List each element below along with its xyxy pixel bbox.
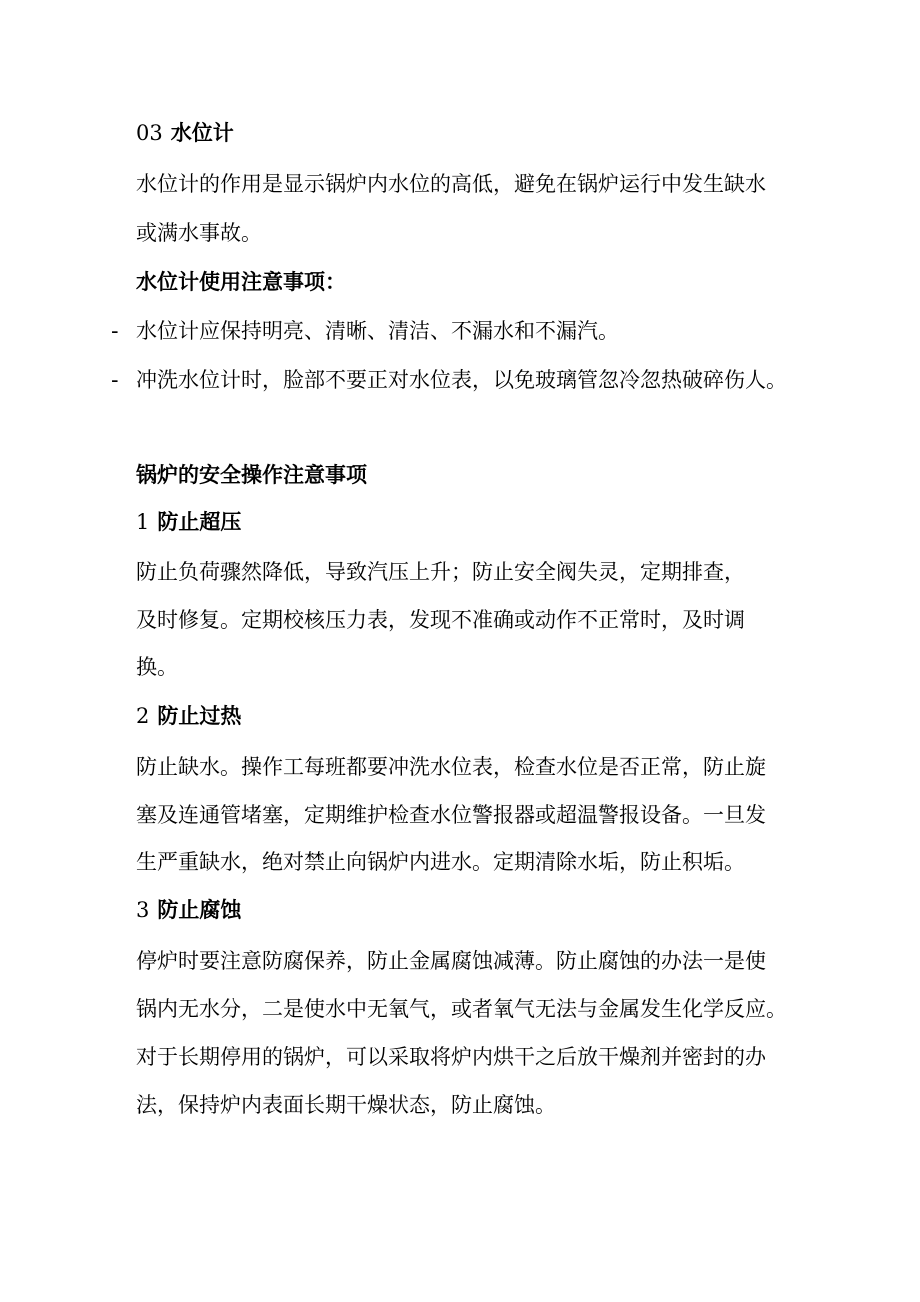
item-title: 防止过热 <box>157 704 242 728</box>
item-number: 2 <box>136 704 150 728</box>
paragraph-line: 及时修复。定期校核压力表，发现不准确或动作不正常时，及时调 <box>136 608 745 632</box>
bullet-text: 水位计应保持明亮、清晰、清洁、不漏水和不漏汽。 <box>136 319 619 343</box>
item-heading-overheat <box>136 701 241 731</box>
paragraph-line: 换。 <box>136 655 178 679</box>
paragraph-line: 锅内无水分，二是使水中无氧气，或者氧气无法与金属发生化学反应。 <box>136 997 787 1021</box>
paragraph-line: 水位计的作用是显示锅炉内水位的高低，避免在锅炉运行中发生缺水 <box>136 172 766 196</box>
section-heading-safety: 锅炉的安全操作注意事项 <box>136 463 367 487</box>
item-heading-corrosion <box>136 895 241 925</box>
paragraph-line: 塞及连通管堵塞，定期维护检查水位警报器或超温警报设备。一旦发 <box>136 803 766 827</box>
paragraph-line: 法，保持炉内表面长期干燥状态，防止腐蚀。 <box>136 1093 556 1117</box>
paragraph-line: 对于长期停用的锅炉，可以采取将炉内烘干之后放干燥剂并密封的办 <box>136 1045 766 1069</box>
paragraph-line: 防止缺水。操作工每班都要冲洗水位表，检查水位是否正常，防止旋 <box>136 755 766 779</box>
paragraph-line: 或满水事故。 <box>136 221 262 245</box>
section-heading-water-gauge <box>136 118 234 148</box>
notes-heading: 水位计使用注意事项： <box>136 270 346 294</box>
item-number: 3 <box>136 898 150 922</box>
item-title: 防止腐蚀 <box>157 898 242 922</box>
section-title: 水位计 <box>170 121 234 145</box>
item-title: 防止超压 <box>157 510 242 534</box>
paragraph-line: 防止负荷骤然降低，导致汽压上升；防止安全阀失灵，定期排查， <box>136 560 745 584</box>
item-heading-overpressure <box>136 507 241 537</box>
bullet-text: 冲洗水位计时，脸部不要正对水位表，以免玻璃管忽冷忽热破碎伤人。 <box>136 368 787 392</box>
paragraph-line: 停炉时要注意防腐保养，防止金属腐蚀减薄。防止腐蚀的办法一是使 <box>136 949 766 973</box>
item-number: 1 <box>136 510 150 534</box>
bullet-marker: - <box>111 319 119 343</box>
paragraph-line: 生严重缺水，绝对禁止向锅炉内进水。定期清除水垢，防止积垢。 <box>136 850 745 874</box>
section-number: 03 <box>136 121 163 145</box>
bullet-marker: - <box>111 368 119 392</box>
